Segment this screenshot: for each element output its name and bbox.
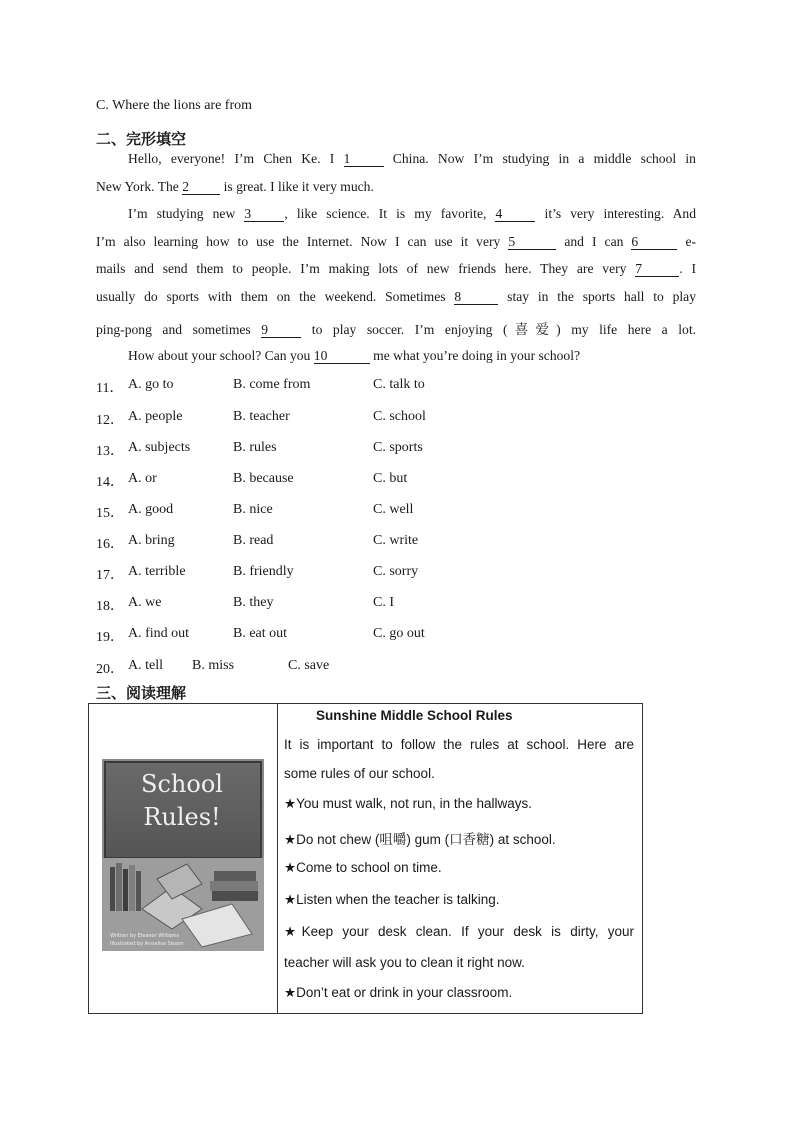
option-a[interactable]: A. find out bbox=[128, 626, 190, 641]
question-20: 20． A. tell B. miss C. save bbox=[96, 658, 330, 677]
passage-line-6: usually do sports with them on the weekend. Sometimes 8 stay in the sports hall to play bbox=[96, 289, 696, 304]
rule-item: ★Do not chew (咀嚼) gum (口香糖) at school. bbox=[284, 832, 556, 847]
section-2-title: 二、完形填空 bbox=[96, 130, 187, 148]
option-b[interactable]: B. nice bbox=[233, 502, 273, 517]
passage-line-4: I’m also learning how to use the Internet. Now I can use it very 5 and I can 6 e- bbox=[96, 234, 696, 249]
question-14: 14． A. or B. because C. but bbox=[96, 471, 408, 490]
book-title-line2: Rules! bbox=[143, 803, 221, 831]
blank-6[interactable]: 6 bbox=[631, 235, 677, 250]
option-b[interactable]: B. they bbox=[233, 595, 274, 610]
option-c[interactable]: C. well bbox=[373, 502, 414, 517]
rule-item-continuation: teacher will ask you to clean it right now. bbox=[284, 955, 525, 970]
passage-line-5: mails and send them to people. I’m making lots of new friends here. They are very 7 . I bbox=[96, 261, 696, 276]
rule-item: ★Listen when the teacher is talking. bbox=[284, 892, 500, 907]
option-a[interactable]: A. we bbox=[128, 595, 162, 610]
blank-10[interactable]: 10 bbox=[314, 349, 370, 364]
option-b[interactable]: B. come from bbox=[233, 377, 311, 392]
question-17: 17． A. terrible B. friendly C. sorry bbox=[96, 564, 419, 583]
question-12: 12． A. people B. teacher C. school bbox=[96, 409, 426, 428]
blank-5[interactable]: 5 bbox=[508, 235, 556, 250]
question-15: 15． A. good B. nice C. well bbox=[96, 502, 414, 521]
blank-4[interactable]: 4 bbox=[495, 207, 535, 222]
question-19: 19． A. find out B. eat out C. go out bbox=[96, 626, 425, 645]
reading-table bbox=[88, 703, 643, 1014]
passage-line-8: How about your school? Can you 10 me what you’re doing in your school? bbox=[128, 348, 581, 363]
option-b[interactable]: B. teacher bbox=[233, 409, 290, 424]
book-credit-author: Written by Eleanor Williams bbox=[110, 933, 180, 939]
image-cell bbox=[89, 704, 278, 1013]
rules-intro-line1: It is important to follow the rules at school. Here are bbox=[284, 737, 634, 752]
rules-text-cell bbox=[278, 704, 642, 1013]
section-3-title: 三、阅读理解 bbox=[96, 684, 187, 702]
option-a[interactable]: A. go to bbox=[128, 377, 174, 392]
option-c[interactable]: C. save bbox=[288, 658, 330, 673]
option-a[interactable]: A. terrible bbox=[128, 564, 186, 579]
option-c[interactable]: C. write bbox=[373, 533, 419, 548]
rules-intro-line2: some rules of our school. bbox=[284, 766, 435, 781]
rule-item: ★Don’t eat or drink in your classroom. bbox=[284, 985, 513, 1000]
blank-1[interactable]: 1 bbox=[344, 152, 384, 167]
option-b[interactable]: B. read bbox=[233, 533, 274, 548]
option-b[interactable]: B. rules bbox=[233, 440, 277, 455]
option-a[interactable]: A. or bbox=[128, 471, 157, 486]
option-c[interactable]: C. school bbox=[373, 409, 426, 424]
question-11: 11． A. go to B. come from C. talk to bbox=[96, 377, 425, 396]
blank-8[interactable]: 8 bbox=[454, 290, 498, 305]
previous-question-option-c: C. Where the lions are from bbox=[96, 98, 253, 113]
option-b[interactable]: B. because bbox=[233, 471, 294, 486]
option-c[interactable]: C. I bbox=[373, 595, 394, 610]
option-c[interactable]: C. but bbox=[373, 471, 408, 486]
rule-item: ★Keep your desk clean. If your desk is dirty, your bbox=[284, 924, 634, 939]
option-a[interactable]: A. subjects bbox=[128, 440, 191, 455]
blank-9[interactable]: 9 bbox=[261, 323, 301, 338]
option-c[interactable]: C. talk to bbox=[373, 377, 425, 392]
option-b[interactable]: B. eat out bbox=[233, 626, 288, 641]
option-b[interactable]: B. friendly bbox=[233, 564, 294, 579]
rule-item: ★You must walk, not run, in the hallways. bbox=[284, 796, 532, 811]
passage-line-1: Hello, everyone! I’m Chen Ke. I 1 China. Now I’m studying in a middle school in bbox=[128, 151, 696, 166]
school-rules-book-cover-image bbox=[102, 759, 264, 951]
option-a[interactable]: A. good bbox=[128, 502, 174, 517]
option-a[interactable]: A. tell bbox=[128, 658, 163, 673]
question-18: 18． A. we B. they C. I bbox=[96, 595, 394, 614]
rule-item: ★Come to school on time. bbox=[284, 860, 442, 875]
option-a[interactable]: A. bring bbox=[128, 533, 175, 548]
option-b[interactable]: B. miss bbox=[192, 658, 235, 673]
rules-title: Sunshine Middle School Rules bbox=[316, 708, 513, 723]
book-credit-illustrator: Illustrated by Annalisa Sisson bbox=[110, 941, 184, 947]
blank-2[interactable]: 2 bbox=[182, 180, 220, 195]
question-13: 13． A. subjects B. rules C. sports bbox=[96, 440, 423, 459]
blank-7[interactable]: 7 bbox=[635, 262, 679, 277]
passage-line-3: I’m studying new 3 , like science. It is my favorite, 4 it’s very interesting. And bbox=[128, 206, 696, 221]
passage-line-2: New York. The 2 is great. I like it very much. bbox=[96, 179, 374, 194]
passage-line-7: ping-pong and sometimes 9 to play soccer. I’m enjoying (喜爱) my life here a lot. bbox=[96, 322, 696, 337]
blank-3[interactable]: 3 bbox=[244, 207, 284, 222]
option-c[interactable]: C. go out bbox=[373, 626, 425, 641]
option-c[interactable]: C. sorry bbox=[373, 564, 419, 579]
book-title-line1: School bbox=[141, 770, 223, 798]
question-16: 16． A. bring B. read C. write bbox=[96, 533, 419, 552]
option-c[interactable]: C. sports bbox=[373, 440, 423, 455]
option-a[interactable]: A. people bbox=[128, 409, 183, 424]
